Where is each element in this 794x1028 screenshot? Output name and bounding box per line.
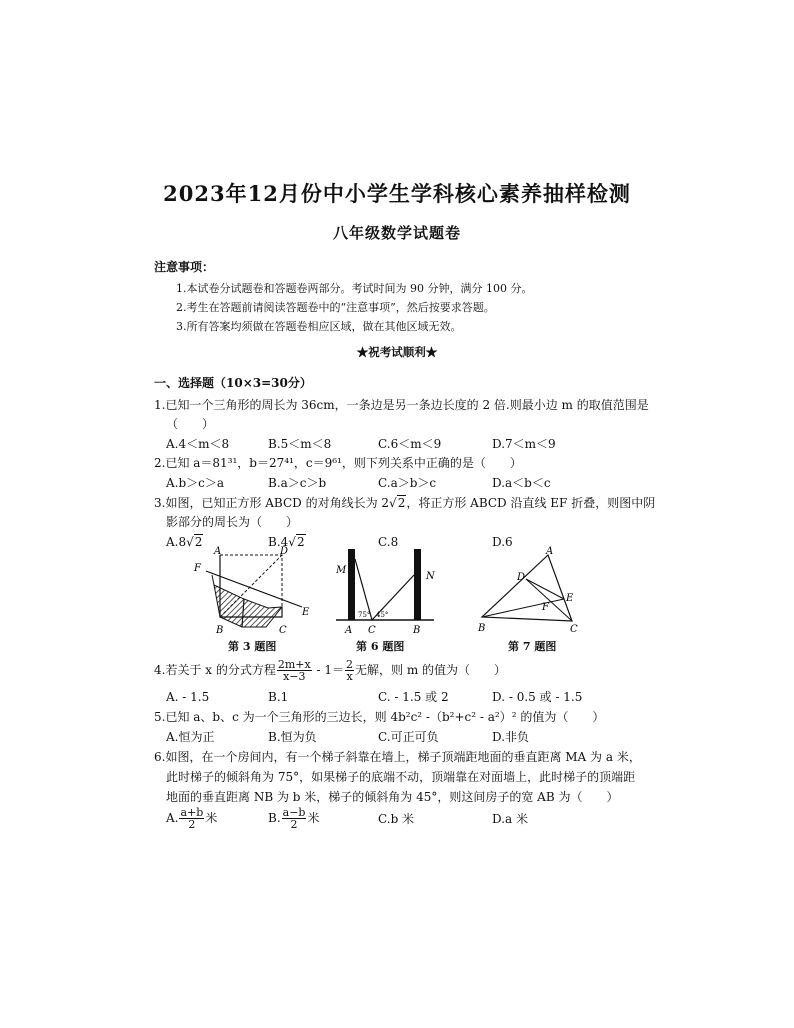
label-b: B bbox=[478, 623, 486, 634]
q6-option-b-prefix: B. bbox=[268, 811, 281, 825]
sqrt-symbol: √2 bbox=[288, 535, 305, 549]
label-e: E bbox=[302, 607, 310, 618]
label-c: C bbox=[279, 625, 287, 636]
q4-stem-mid: - 1＝ bbox=[312, 663, 345, 677]
fraction-denominator: 2 bbox=[290, 818, 298, 831]
q1-option-d: D.7＜m＜9 bbox=[492, 437, 556, 451]
figure-7-triangle bbox=[474, 545, 584, 637]
q2-option-a: A.b＞c＞a bbox=[166, 476, 225, 490]
figure-7-caption: 第 7 题图 bbox=[508, 640, 557, 653]
q1-option-a: A.4＜m＜8 bbox=[166, 437, 230, 451]
fraction-denominator: x−3 bbox=[283, 670, 306, 683]
q3-option-c: C.8 bbox=[378, 535, 399, 549]
sqrt-symbol: √2 bbox=[186, 535, 203, 549]
q4-option-a: A. - 1.5 bbox=[166, 690, 210, 704]
q6-option-b-unit: 米 bbox=[307, 811, 320, 825]
q2-option-d: D.a＜b＜c bbox=[492, 476, 551, 490]
exam-subtitle: 八年级数学试题卷 bbox=[332, 224, 461, 242]
fraction-denominator: x bbox=[346, 670, 353, 683]
label-b: B bbox=[216, 625, 224, 636]
section-heading: 一、选择题（10×3=30分） bbox=[154, 376, 312, 390]
q6-option-a bbox=[166, 806, 217, 830]
notice-item-3: 3.所有答案均须做在答题卷相应区域，做在其他区域无效。 bbox=[176, 320, 462, 333]
q3-option-d: D.6 bbox=[492, 535, 513, 549]
q5-option-d: D.非负 bbox=[492, 730, 530, 744]
q2-option-c: C.a＞b＞c bbox=[378, 476, 437, 490]
q3-stem bbox=[154, 496, 655, 510]
q3-stem-part2: ，将正方形 ABCD 沿直线 EF 折叠，则图中阴 bbox=[406, 496, 656, 510]
triangle-abc bbox=[482, 555, 572, 621]
q6-option-d: D.a 米 bbox=[492, 812, 528, 826]
fraction-numerator: 2m+x bbox=[277, 658, 311, 671]
label-f: F bbox=[194, 563, 201, 574]
q1-stem-cont: （ ） bbox=[166, 417, 215, 431]
fraction-2 bbox=[345, 659, 354, 682]
angle-75: 75° bbox=[358, 611, 371, 619]
q6-option-b bbox=[268, 806, 319, 830]
fold-edge bbox=[212, 575, 214, 585]
notice-heading: 注意事项： bbox=[154, 260, 215, 274]
figure-6-ladder bbox=[330, 545, 440, 637]
segment-be bbox=[482, 599, 564, 617]
q4-option-d: D. - 0.5 或 - 1.5 bbox=[492, 690, 583, 704]
figure-3-square-fold bbox=[190, 545, 320, 637]
label-d: D bbox=[280, 546, 289, 557]
shaded-region-left bbox=[214, 585, 244, 627]
figure-3-caption: 第 3 题图 bbox=[228, 640, 277, 653]
angle-45: 45° bbox=[376, 611, 389, 619]
q3-stem-part1: 3.如图，已知正方形 ABCD 的对角线长为 2 bbox=[154, 496, 390, 510]
notice-item-2: 2.考生在答题前请阅读答题卷中的“注意事项”，然后按要求答题。 bbox=[176, 301, 495, 314]
fraction bbox=[282, 807, 307, 830]
label-c: C bbox=[570, 624, 578, 635]
radicand: 2 bbox=[296, 535, 305, 549]
q2-stem: 2.已知 a＝81³¹，b＝27⁴¹，c＝9⁶¹，则下列关系中正确的是（ ） bbox=[154, 456, 522, 470]
q6-option-a-prefix: A. bbox=[166, 811, 179, 825]
q6-stem-line-3: 地面的垂直距离 NB 为 b 米，梯子的倾斜角为 45°，则这间房子的宽 AB 为（ ） bbox=[166, 790, 619, 804]
fraction-denominator: 2 bbox=[188, 818, 196, 831]
fraction-numerator: 2 bbox=[346, 658, 354, 671]
q1-option-b: B.5＜m＜8 bbox=[268, 437, 332, 451]
q4-stem-suffix: 无解，则 m 的值为（ ） bbox=[355, 663, 507, 677]
q1-option-c: C.6＜m＜9 bbox=[378, 437, 442, 451]
label-e: E bbox=[566, 593, 574, 604]
q3-option-b-prefix: B.4 bbox=[268, 535, 289, 549]
fraction-numerator: a+b bbox=[180, 806, 204, 819]
exam-title: 2023年12月份中小学生学科核心素养抽样检测 bbox=[163, 181, 631, 206]
label-m: M bbox=[336, 565, 347, 576]
q6-option-a-unit: 米 bbox=[205, 811, 218, 825]
q3-stem-cont: 影部分的周长为（ ） bbox=[166, 515, 299, 529]
fraction bbox=[179, 807, 204, 830]
q1-stem: 1.已知一个三角形的周长为 36cm，一条边是另一条边长度的 2 倍.则最小边 m 的取值范围是 bbox=[154, 398, 649, 412]
radicand: 2 bbox=[397, 496, 406, 510]
q4-option-c: C. - 1.5 或 2 bbox=[378, 690, 449, 704]
q6-stem-line-2: 此时梯子的倾斜角为 75°，如果梯子的底端不动，顶端靠在对面墙上，此时梯子的顶端距 bbox=[166, 770, 636, 784]
q4-option-b: B.1 bbox=[268, 690, 289, 704]
q4-stem-prefix: 4.若关于 x 的分式方程 bbox=[154, 663, 276, 677]
q5-option-a: A.恒为正 bbox=[166, 730, 215, 744]
good-luck-banner: ★祝考试顺利★ bbox=[356, 345, 438, 359]
q5-option-c: C.可正可负 bbox=[378, 730, 439, 744]
label-a: A bbox=[345, 625, 353, 636]
radicand: 2 bbox=[194, 535, 203, 549]
q6-option-c: C.b 米 bbox=[378, 812, 415, 826]
q2-option-b: B.a＞c＞b bbox=[268, 476, 327, 490]
q4-stem bbox=[154, 658, 506, 682]
label-n: N bbox=[426, 571, 435, 582]
q6-stem-line-1: 6.如图，在一个房间内，有一个梯子斜靠在墙上，梯子顶端距地面的垂直距离 MA 为 a 米， bbox=[154, 750, 641, 764]
label-c: C bbox=[368, 625, 376, 636]
label-f: F bbox=[542, 602, 549, 613]
shaded-region-right bbox=[242, 599, 282, 627]
figure-6-caption: 第 6 题图 bbox=[356, 640, 405, 653]
label-b: B bbox=[413, 625, 421, 636]
fraction-1 bbox=[277, 659, 312, 682]
label-a: A bbox=[546, 546, 554, 557]
q5-option-b: B.恒为负 bbox=[268, 730, 317, 744]
sqrt-symbol: √2 bbox=[389, 496, 406, 510]
left-wall bbox=[348, 549, 355, 620]
q3-option-a-prefix: A.8 bbox=[166, 535, 187, 549]
q5-stem: 5.已知 a、b、c 为一个三角形的三边长，则 4b²c² -（b²+c² - a²）² 的值为（ ） bbox=[154, 710, 605, 724]
notice-item-1: 1.本试卷分试题卷和答题卷两部分。考试时间为 90 分钟，满分 100 分。 bbox=[176, 282, 533, 295]
label-a: A bbox=[214, 546, 222, 557]
right-wall bbox=[414, 549, 421, 620]
fraction-numerator: a−b bbox=[282, 806, 306, 819]
label-d: D bbox=[517, 572, 526, 583]
